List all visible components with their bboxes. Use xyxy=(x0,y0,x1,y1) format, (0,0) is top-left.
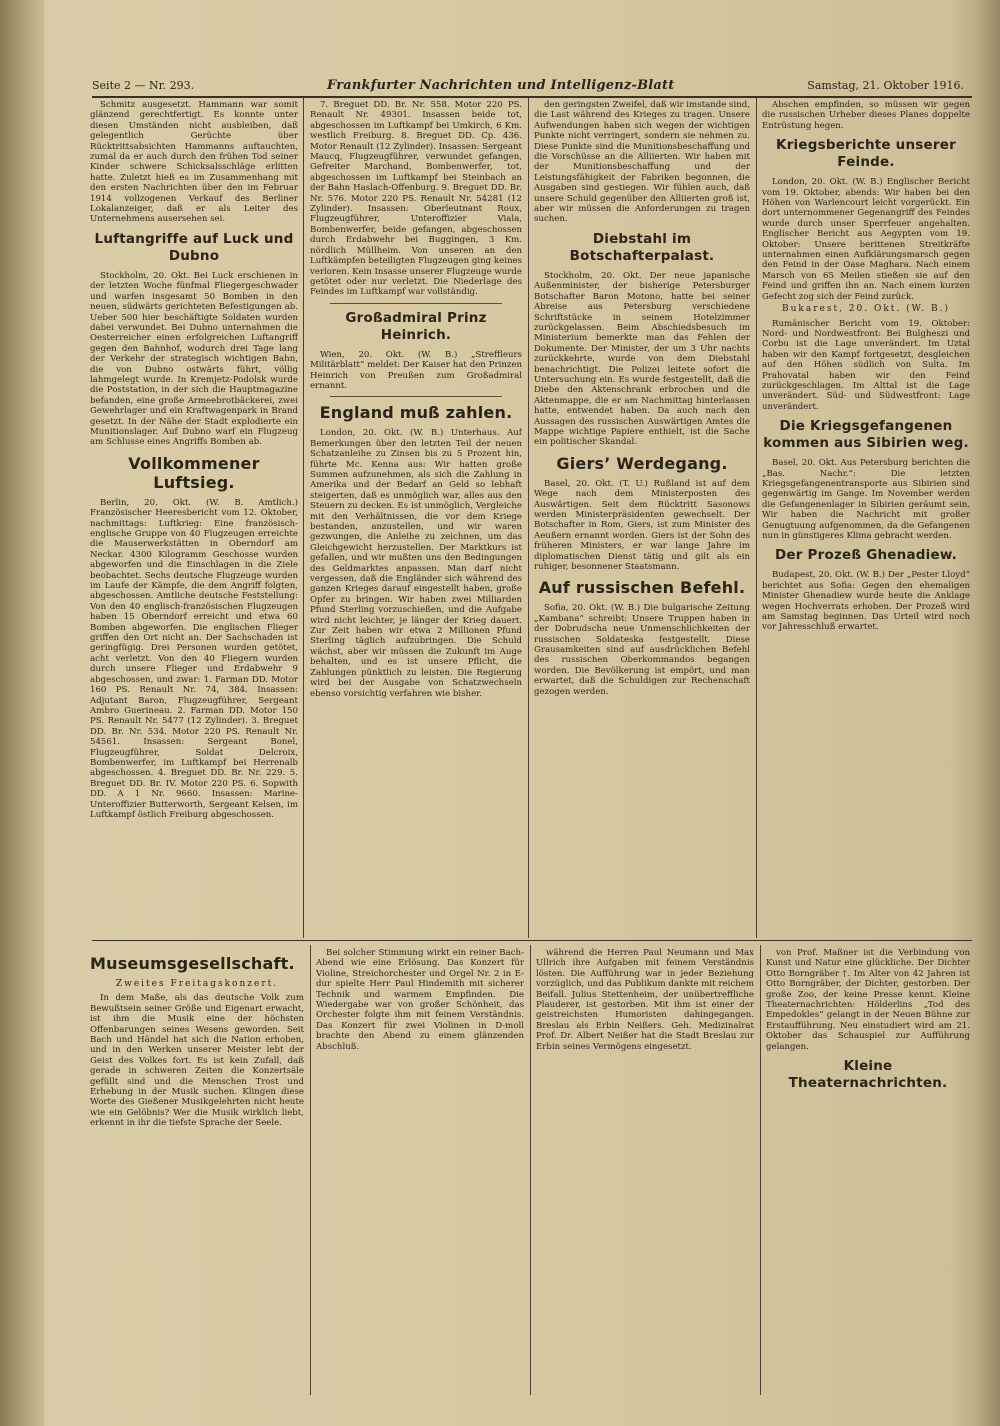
article-text: Sofia, 20. Okt. (W. B.) Die bulgarische Zeitung „Kambana“ schreibt: Unsere Truppen haben in der Dobrudscha neue Unmenschlichkeiten der russischen Soldateska festgestellt. Diese Grausamkeiten sind auf ausdrücklichen Befehl des russischen Oberkommandos begangen worden. Die Bevölkerung ist empört, und man erwartet, daß die Schuldigen zur Rechenschaft gezogen werden. xyxy=(534,603,750,697)
headline-prozess: Der Prozeß Ghenadiew. xyxy=(775,547,957,564)
column-rule xyxy=(528,98,529,938)
column-rule xyxy=(760,945,761,1395)
column-rule xyxy=(530,945,531,1395)
divider xyxy=(330,303,502,304)
column-1 xyxy=(90,100,298,936)
article-text: Wien, 20. Okt. (W. B.) „Streffleurs Militärblatt“ meldet: Der Kaiser hat den Prinzen Heinrich von Preußen zum Großadmiral ernannt. xyxy=(310,349,522,391)
page-edge xyxy=(972,0,1000,1426)
issue-date: Samstag, 21. Oktober 1916. xyxy=(807,78,964,92)
header-rule xyxy=(92,96,972,98)
article-text: Abschen empfinden, so müssen wir gegen die russischen Urheber dieses Planes doppelte Entrüstung hegen. xyxy=(762,100,970,131)
headline-kriegsberichte: Kriegsberichte unserer Feinde. xyxy=(776,137,956,171)
article-text: 7. Breguet DD. Br. Nr. 558. Motor 220 PS. Renault Nr. 49301. Insassen beide tot, abgeschossen im Luftkampf bei Umkirch, 6 Km. westlich Freiburg. 8. Breguet DD. Cp. 436. Motor Renault (12 Zylinder). Insassen: Sergeant Maucq, Flugzeugführer, verwundet gefangen, Gefreiter Marchand, Bombenwerfer, tot, abgeschossen im Luftkampf bei Steinbach an der Bahn Haslach-Offenburg. 9. Breguet DD. Br. Nr. 576. Motor 220 PS. Renault Nr. 54281 (12 Zylinder). Insassen: Oberleutnant Roux, Flugzeugführer, Unteroffizier Viala, Bombenwerfer, beide gefangen, abgeschossen durch Erdabwehr bei Buggingen, 3 Km. nördlich Müllheim. Von unseren an den Luftkämpfen beteiligten Flugzeugen ging keines verloren. Kein Insasse unserer Flugzeuge wurde getötet oder nur verletzt. Die Niederlage des Feindes im Luftkampf war vollständig. xyxy=(310,100,522,298)
feuilleton-column-4 xyxy=(766,948,970,1398)
article-text: Bei solcher Stimmung wirkt ein reiner Bach-Abend wie eine Erlösung. Das Konzert für Violine, Streichorchester und Orgel Nr. 2 in E-dur spielte Herr Paul Hindemith mit sicherer Technik und warmem Empfinden. Die Wiedergabe war von großer Schönheit, das Orchester folgte ihm mit feinem Verständnis. Das Konzert für zwei Violinen in D-moll brachte den Abend zu einem glänzenden Abschluß. xyxy=(316,948,524,1052)
article-text: Stockholm, 20. Okt. Der neue japanische Außenminister, der bisherige Petersburger Botschafter Baron Motono, hatte bei seiner Abreise aus Petersburg verschiedene Schriftstücke in seinem Hotelzimmer zurückgelassen. Beim Abschiedsbesuch im Ministerium bemerkte man das Fehlen der Dokumente. Der Minister, der um 3 Uhr nachts zurückkehrte, wurde von dem Diebstahl benachrichtigt. Die Polizei leitete sofort die Untersuchung ein. Es wurde festgestellt, daß die Diebe den Aktenschrank erbrochen und die Aktenmappe, die er am Nachmittag hinterlassen hatte, entwendet haben. Da auch nach den Aussagen des russischen Auswärtigen Amtes die Mappe wichtige Papiere enthielt, ist die Sache ein politischer Skandal. xyxy=(534,270,750,448)
article-text: Rumänischer Bericht vom 19. Oktober: Nord- und Nordwestfront: Bei Bulgheszi und Corbu ist die Lage unverändert. Im Uztal haben wir den Kampf fortgesetzt, desgleichen auf den Höhen südlich von Sulta. Im Prahovatal haben wir den Feind zurückgeschlagen. Im Alttal ist die Lage unverändert. Süd- und Südwestfront: Lage unverändert. xyxy=(762,318,970,412)
article-text: den geringsten Zweifel, daß wir imstande sind, die Last während des Krieges zu tragen. Unsere Aufwendungen haben sich wegen der wichtigen Punkte nicht verringert, sondern sie nehmen zu. Diese Punkte sind die Munitionsbeschaffung und die Vorschüsse an die Alliierten. Wir haben mit der Munitionsbeschaffung und der Leistungsfähigkeit der Fabriken begonnen, die Ausgaben sind gestiegen. Wir fühlen auch, daß unsere Schuld gegenüber den Alliierten groß ist, aber wir müssen die Anforderungen zu tragen suchen. xyxy=(534,100,750,225)
headline-giers: Giers’ Werdegang. xyxy=(556,453,728,473)
headline-museumsgesellschaft: Museumsgesellschaft. xyxy=(90,954,295,973)
headline-theaternachrichten: Kleine Theaternachrichten. xyxy=(788,1058,948,1092)
subheadline: Zweites Freitagskonzert. xyxy=(115,979,279,989)
dateline: Bukarest, 20. Okt. (W. B.) xyxy=(781,304,951,315)
headline-england: England muß zahlen. xyxy=(319,403,513,423)
feuilleton-column-1 xyxy=(90,948,304,1398)
article-text: Basel, 20. Okt. (T. U.) Rußland ist auf dem Wege nach dem Ministerposten des Auswärtigen. Seit dem Rücktritt Sasonows werden Ministerpräsidenten gewechselt. Der Botschafter in Rom, Giers, ist zum Minister des Aeußern ernannt worden. Giers ist der Sohn des früheren Ministers, er war lange Jahre im diplomatischen Dienst tätig und gilt als ein ruhiger, besonnener Staatsmann. xyxy=(534,478,750,573)
article-text: London, 20. Okt. (W. B.) Unterhaus. Auf Bemerkungen über den letzten Teil der neuen Schatzanleihe zu Zinsen bis zu 5 Prozent hin, führte Mc. Kenna aus: Wir hatten große Summen aufzunehmen, als sich die Zahlung in Amerika und der Bedarf an Geld so lebhaft steigerten, daß es unmöglich war, alles aus den Steuern zu decken. Es ist unmöglich, Vergleiche mit den Verhältnissen, die vor dem Kriege bestanden, anzustellen, und wir waren gezwungen, die Anleihe zu zeichnen, um das Gleichgewicht herzustellen. Der Marktkurs ist gefallen, und wir mußten uns den Bedingungen des Geldmarktes anpassen. Man darf nicht vergessen, daß die Engländer sich während des ganzen Krieges darauf eingestellt haben, große Opfer zu bringen. Wir haben zwei Milliarden Pfund Sterling vorzuschießen, und die Aufgabe wird nicht leichter, je länger der Krieg dauert. Zur Zeit haben wir etwa 2 Millionen Pfund Sterling täglich aufzubringen. Die Schuld wächst, aber wir müssen die Zukunft im Auge behalten, und es ist unsere Pflicht, die Zahlungen pünktlich zu leisten. Die Regierung wird bei der Ausgabe von Schatzwechseln ebenso vorsichtig verfahren wie bisher. xyxy=(310,428,522,699)
page-label: Seite 2 — Nr. 293. xyxy=(92,78,195,92)
headline-diebstahl: Diebstahl im Botschafterpalast. xyxy=(569,230,715,264)
article-text: Budapest, 20. Okt. (W. B.) Der „Pester Lloyd“ berichtet aus Sofia: Gegen den ehemaligen Minister Ghenadiew wurde heute die Anklage wegen Hochverrats erhoben. Der Prozeß wird am Samstag beginnen. Das Urteil wird noch vor Jahresschluß erwartet. xyxy=(762,570,970,633)
divider xyxy=(330,396,502,397)
feuilleton-column-3 xyxy=(536,948,754,1398)
headline-luftangriffe: Luftangriffe auf Luck und Dubno xyxy=(94,230,294,264)
article-text: Stockholm, 20. Okt. Bei Luck erschienen in der letzten Woche fünfmal Fliegergeschwader und warfen insgesamt 50 Bomben in den neuen, südwärts gerichteten Befestigungen ab. Ueber 500 hier beschäftigte Soldaten wurden dabei verwundet. Bei Dubno unternahmen die Oesterreicher einen erfolgreichen Luftangriff gegen den Bahnhof, wodurch drei Tage lang der Verkehr der strategisch wichtigen Bahn, die von Dubno ostwärts führt, völlig lahmgelegt wurde. In Kremjetz-Podolsk wurde die Poststation, in der sich die Hauptmagazine befanden, eine große Armeebrotbäckerei, zwei Gewehrlager und ein Kraftwagenpark in Brand gesetzt. In der Nähe der Stadt explodierte ein Munitionslager. Auf Dubno warf ein Flugzeug am Schlusse eines Angriffs Bomben ab. xyxy=(90,270,298,448)
binding-spine xyxy=(0,0,44,1426)
column-3 xyxy=(534,100,750,936)
column-4 xyxy=(762,100,970,936)
article-text: von Prof. Maßner ist die Verbindung von Kunst und Natur eine glückliche. Der Dichter Otto Borngräber †. Im Alter von 42 Jahren ist Otto Borngräber, der Dichter, gestorben. Der große Zoo, der keine Presse kennt. Kleine Theaternachrichten: Hölderlins „Tod des Empedokles“ gelangt in der Neuen Bühne zur Erstaufführung. Neu einstudiert wird am 21. Oktober das Schauspiel zur Aufführung gelangen. xyxy=(766,948,970,1052)
headline-luftsieg: Vollkommener Luftsieg. xyxy=(128,453,260,492)
masthead: Frankfurter Nachrichten und Intelligenz-Blatt xyxy=(327,77,675,93)
column-rule xyxy=(303,98,304,938)
feuilleton-column-2 xyxy=(316,948,524,1398)
page-header xyxy=(92,76,964,94)
headline-befehl: Auf russischen Befehl. xyxy=(538,578,746,598)
headline-sibirien: Die Kriegsgefangenen kommen aus Sibirien weg. xyxy=(763,418,969,452)
article-text: Schmitz ausgesetzt. Hammann war somit glänzend gerechtfertigt. Es konnte unter diesen Umständen nicht ausbleiben, daß gelegentlich Gerüchte über Rücktrittsabsichten Hammanns auftauchten, zumal da er auch durch den frühen Tod seiner Kinder schwere Schicksalsschläge erlitten hatte. Zuletzt hieß es im Zusammenhang mit den ersten Nachrichten über den im Februar 1914 vollzogenen Verkauf des Berliner Lokalanzeiger, daß er als Leiter des Unternehmens ausersehen sei. xyxy=(90,100,298,225)
article-text: London, 20. Okt. (W. B.) Englischer Bericht vom 19. Oktober, abends: Wir haben bei den Höhen von Warlencourt leicht vorgerückt. Ein dort unternommener Gegenangriff des Feindes wurde durch unser Sperrfeuer angehalten. Englischer Bericht aus Aegypten vom 19. Oktober: Unsere berittenen Streitkräfte unternahmen einen Aufklärungsmarsch gegen den Feind in der Oase Maghara. Nach einem Marsch von 65 Meilen stießen sie auf den Feind und griffen ihn an. Nach einem kurzen Gefecht zog sich der Feind zurück. xyxy=(762,177,970,302)
section-rule xyxy=(92,940,972,941)
article-text: Basel, 20. Okt. Aus Petersburg berichten die „Bas. Nachr.“: Die letzten Kriegsgefangenentransporte aus Sibirien sind gegenwärtig im Gange. Im November werden die Gefangenenlager in Sibirien geräumt sein. Wir haben die Nachricht mit großer Genugtuung aufgenommen, da die Gefangenen nun in günstigeres Klima gebracht werden. xyxy=(762,458,970,541)
article-text: In dem Maße, als das deutsche Volk zum Bewußtsein seiner Größe und Eigenart erwacht, ist ihm die Musik eine der höchsten Offenbarungen seines Wesens geworden. Seit Bach und Händel hat sich die Nation erhoben, und in den Werken unserer Meister lebt der Geist des Volkes fort. Es ist kein Zufall, daß gerade in schweren Zeiten die Konzertsäle gefüllt sind und die Menschen Trost und Erhebung in der Musik suchen. Klingen diese Worte des Gießener Musikgelehrten nicht heute wie ein Gelöbnis? Wer die Musik wirklich liebt, erkennt in ihr die tiefste Sprache der Seele. xyxy=(90,993,304,1129)
column-rule xyxy=(756,98,757,938)
column-2 xyxy=(310,100,522,936)
article-text: Berlin, 20. Okt. (W. B. Amtlich.) Französischer Heeresbericht vom 12. Oktober, nachmittags: Luftkrieg: Eine französisch-englische Gruppe von 40 Flugzeugen erreichte die Mauserwerkstätten in Oberndorf am Neckar. 4300 Kilogramm Geschosse wurden abgeworfen und die Einschlagen in die Ziele beobachtet. Sechs deutsche Flugzeuge wurden im Laufe der Kämpfe, die dem Angriff folgten, abgeschossen. Amtliche deutsche Feststellung: Von den 40 englisch-französischen Flugzeugen haben 15 Oberndorf erreicht und etwa 60 Bomben abgeworfen. Die englischen Flieger griffen den Ort nicht an. Der Sachschaden ist geringfügig. Drei Personen wurden getötet, acht verletzt. Von den 40 Fliegern wurden durch unsere Flieger und Erdabwehr 9 abgeschossen, und zwar: 1. Farman DD. Motor 160 PS. Renault Nr. 74, 384. Insassen: Adjutant Baron, Flugzeugführer, Sergeant Ambro Guerineau. 2. Farman DD. Motor 150 PS. Renault Nr. 5477 (12 Zylinder). 3. Breguet DD. Br. Nr. 534. Motor 220 PS. Renault Nr. 54561. Insassen: Sergeant Bonel, Flugzeugführer, Soldat Delcroix, Bombenwerfer, im Luftkampf bei Herrenalb abgeschossen. 4. Breguet DD. Br. Nr. 229. 5. Breguet DD. Br. IV. Motor 220 PS. 6. Sopwith DD. A 1 Nr. 9660. Insassen: Marine-Unteroffizier Butterworth, Sergeant Kelsen, im Luftkampf östlich Freiburg abgeschossen. xyxy=(90,497,298,820)
column-rule xyxy=(310,945,311,1395)
article-text: während die Herren Paul Neumann und Max Ullrich ihre Aufgaben mit feinem Verständnis lösten. Die Aufführung war in jeder Beziehung vorzüglich, und das Publikum dankte mit reichem Beifall. Julius Stettenheim, der unübertreffliche Plauderer, ist gestorben. Mit ihm ist einer der geistreichsten Humoristen dahingegangen. Breslau als Erbin Neißers. Geh. Medizinalrat Prof. Dr. Albert Neißer hat die Stadt Breslau zur Erbin seines Vermögens eingesetzt. xyxy=(536,948,754,1052)
headline-prinz-heinrich: Großadmiral Prinz Heinrich. xyxy=(345,309,487,343)
